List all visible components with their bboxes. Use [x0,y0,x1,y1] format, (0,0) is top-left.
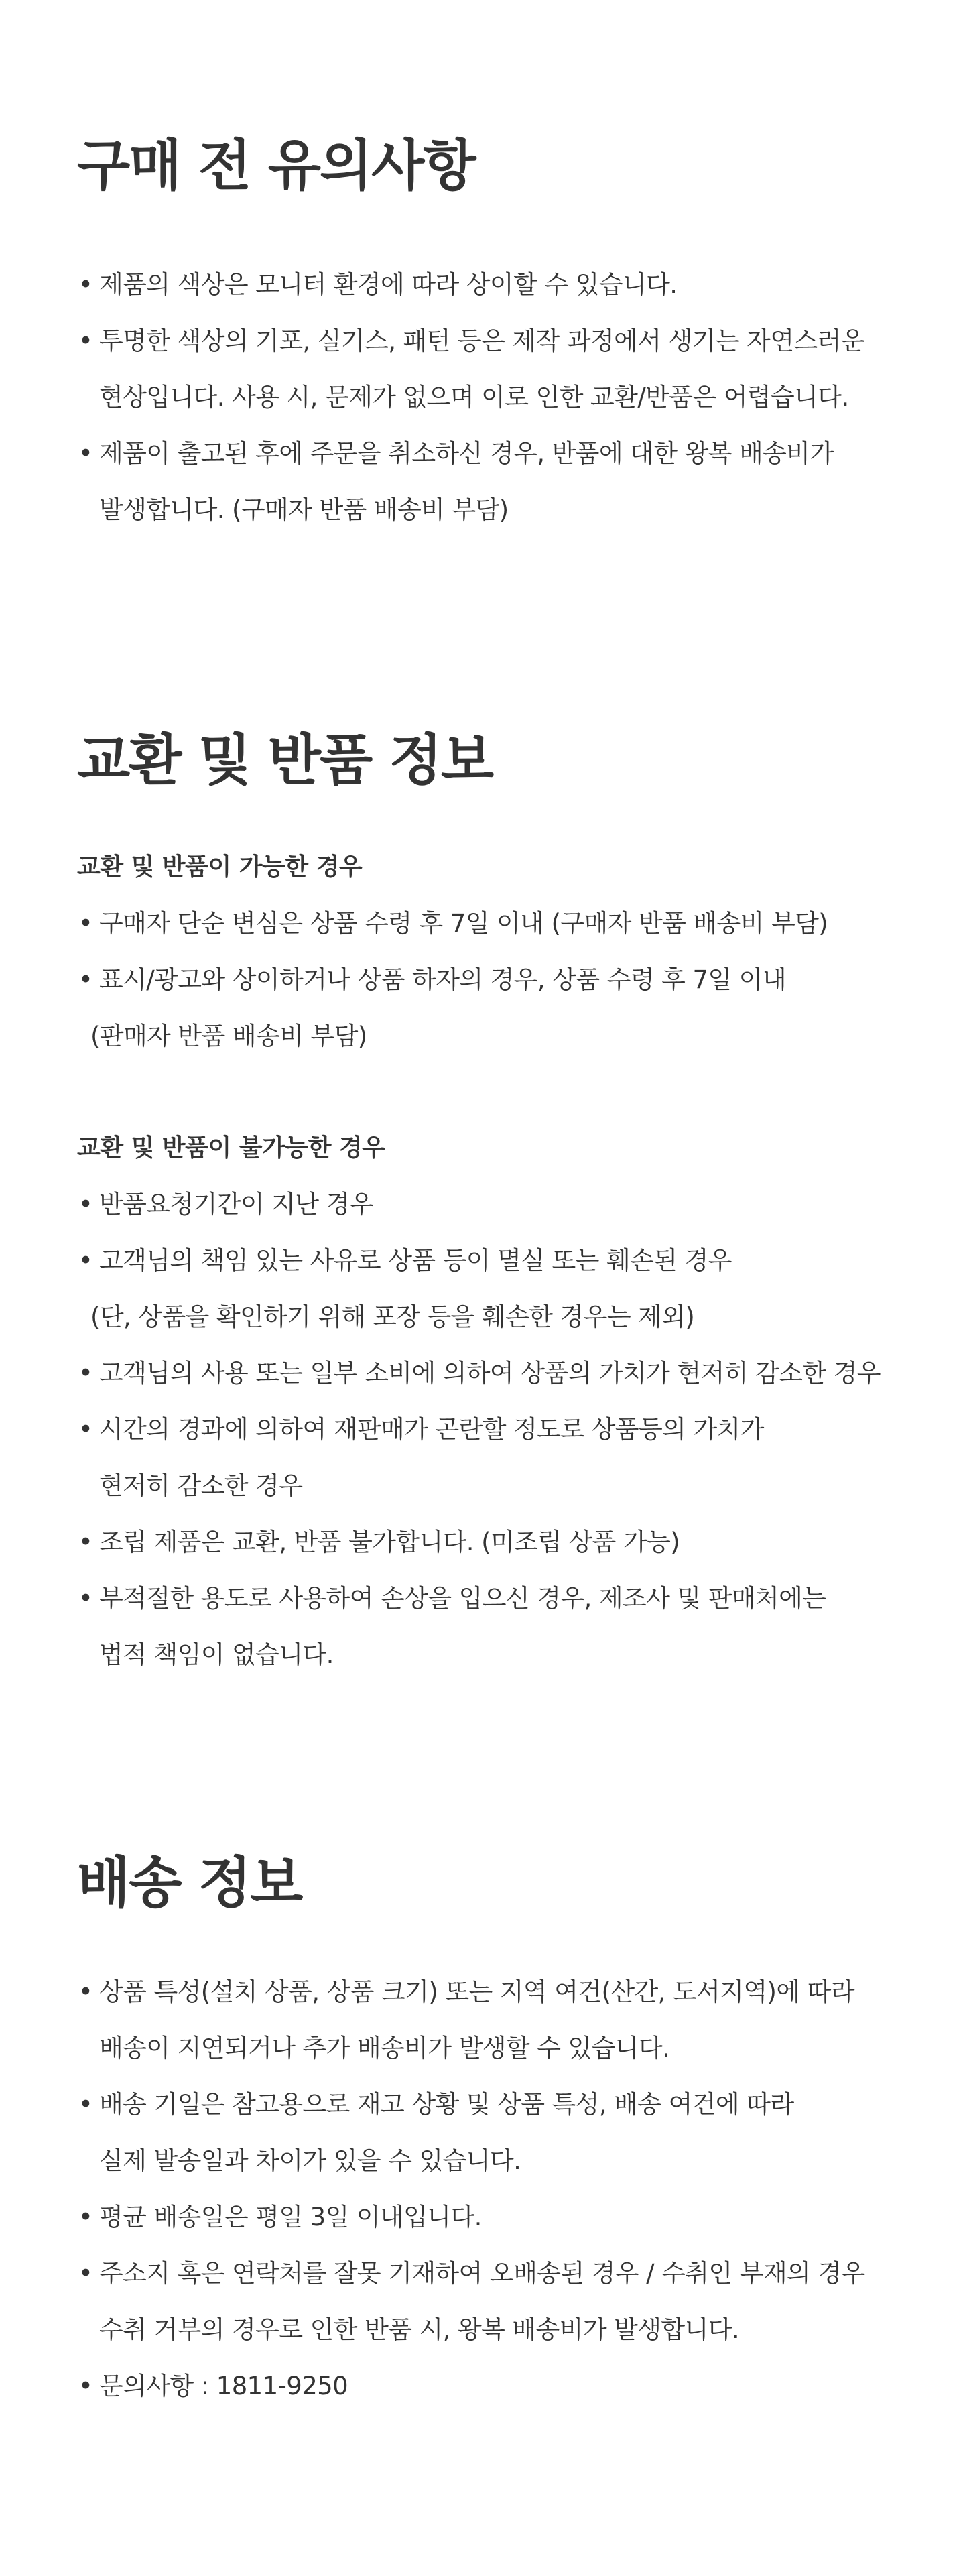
bullet-icon: • [78,439,93,468]
bullet-icon: • [78,2372,93,2400]
returns-possible-note: (판매자 반품 배송비 부담) [90,1022,367,1050]
list-item: • 주소지 혹은 연락처를 잘못 기재하여 오배송된 경우 / 수취인 부재의 경우 수취 거부의 경우로 인한 반품 시, 왕복 배송비가 발생합니다. [77,2246,908,2358]
precautions-title: 구매 전 유의사항 [77,134,475,198]
bullet-icon: • [78,2203,93,2231]
precautions-list [77,257,908,538]
bullet-icon: • [78,1246,93,1275]
list-item: • 구매자 단순 변심은 상품 수령 후 7일 이내 (구매자 반품 배송비 부담) [77,896,908,952]
list-item: • 조립 제품은 교환, 반품 불가합니다. (미조립 상품 가능) [77,1514,908,1571]
bullet-icon: • [78,270,93,299]
bullet-icon: • [78,1415,93,1444]
bullet-icon: • [78,2090,93,2119]
list-item: • 부적절한 용도로 사용하여 손상을 입으신 경우, 제조사 및 판매처에는 법적 책임이 없습니다. [77,1571,908,1683]
returns-impossible-heading: 교환 및 반품이 불가능한 경우 [77,1134,385,1162]
shipping-title: 배송 정보 [77,1851,302,1915]
list-item: • 반품요청기간이 지난 경우 [77,1176,908,1233]
bullet-icon: • [78,909,93,938]
list-item: • 상품 특성(설치 상품, 상품 크기) 또는 지역 여건(산간, 도서지역)에 따라 배송이 지연되거나 추가 배송비가 발생할 수 있습니다. [77,1964,908,2077]
bullet-icon: • [78,965,93,994]
list-item: • 배송 기일은 참고용으로 재고 상황 및 상품 특성, 배송 여건에 따라 실제 발송일과 차이가 있을 수 있습니다. [77,2077,908,2189]
list-item: • 제품의 색상은 모니터 환경에 따라 상이할 수 있습니다. [77,257,908,313]
list-item: • 평균 배송일은 평일 3일 이내입니다. [77,2189,908,2246]
bullet-icon: • [78,1528,93,1556]
returns-section [77,727,908,1683]
list-item: • 문의사항 : 1811-9250 [77,2358,908,2414]
bullet-icon: • [78,1977,93,2006]
list-item: • 제품이 출고된 후에 주문을 취소하신 경우, 반품에 대한 왕복 배송비가 발생합니다. (구매자 반품 배송비 부담) [77,426,908,538]
shipping-section [77,1850,908,2414]
bullet-icon: • [78,1190,93,1219]
returns-possible-heading: 교환 및 반품이 가능한 경우 [77,853,363,881]
list-item: • 고객님의 사용 또는 일부 소비에 의하여 상품의 가치가 현저히 감소한 경우 [77,1345,908,1402]
list-item: • 투명한 색상의 기포, 실기스, 패턴 등은 제작 과정에서 생기는 자연스러운 현상입니다. 사용 시, 문제가 없으며 이로 인한 교환/반품은 어렵습니다. [77,313,908,426]
bullet-icon: • [78,326,93,355]
returns-title: 교환 및 반품 정보 [77,729,493,792]
list-item: • 고객님의 책임 있는 사유로 상품 등이 멸실 또는 훼손된 경우 (단, 상품을 확인하기 위해 포장 등을 훼손한 경우는 제외) [77,1233,908,1345]
list-item: • 시간의 경과에 의하여 재판매가 곤란할 정도로 상품등의 가치가 현저히 감소한 경우 [77,1402,908,1514]
bullet-icon: • [78,1584,93,1613]
returns-impossible-list [77,1176,908,1683]
bullet-icon: • [78,2259,93,2288]
list-item: • 표시/광고와 상이하거나 상품 하자의 경우, 상품 수령 후 7일 이내 [77,952,908,1008]
returns-possible-list [77,896,908,1008]
bullet-icon: • [78,1359,93,1388]
precautions-section [77,133,908,538]
shipping-list [77,1964,908,2414]
